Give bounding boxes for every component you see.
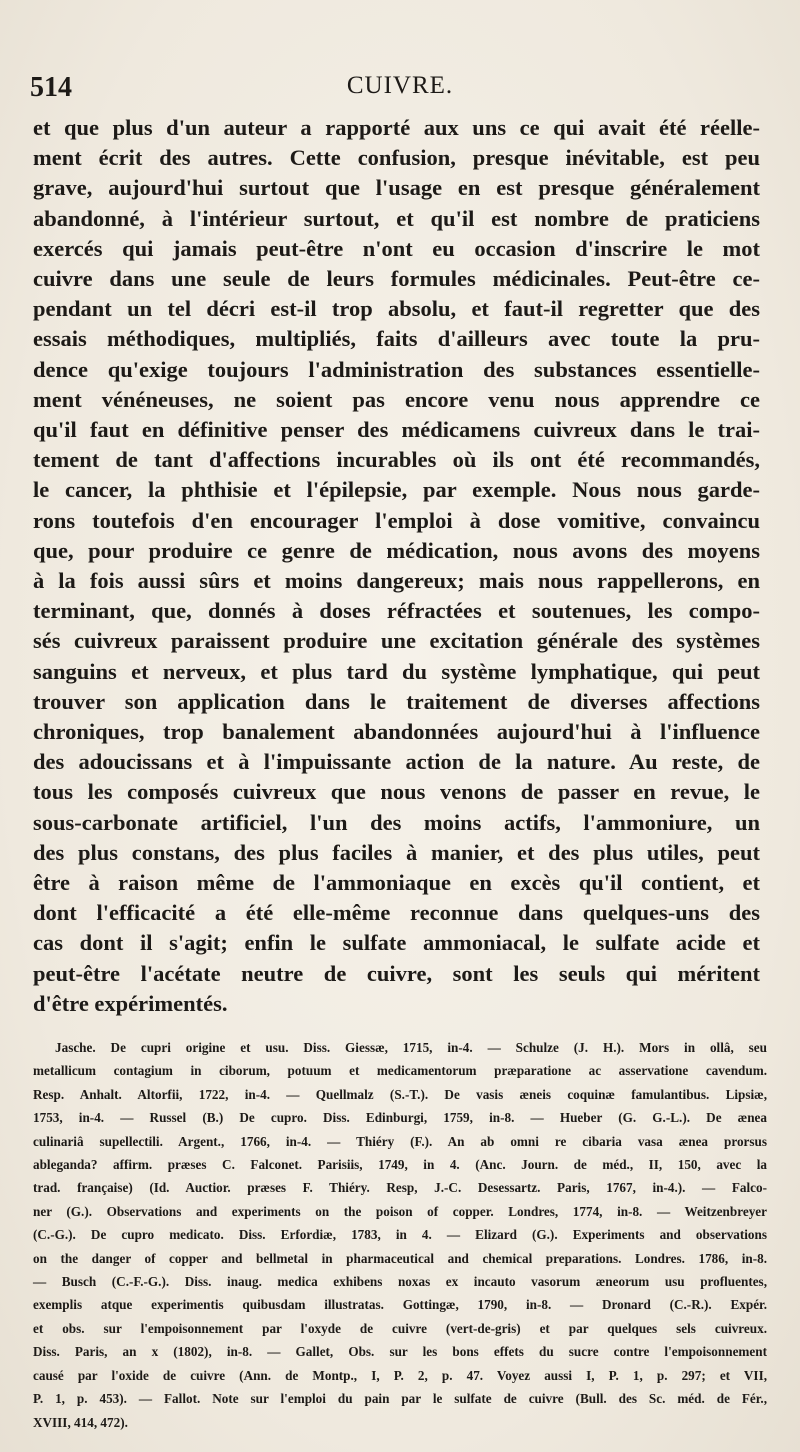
body-line: sous-carbonate artificiel, l'un des moins actifs, l'ammoniure, un — [33, 809, 760, 835]
page-number: 514 — [30, 72, 72, 103]
body-line: ment écrit des autres. Cette confusion, presque inévitable, est peu — [33, 145, 760, 171]
body-line: chroniques, trop banalement abandonnées aujourd'hui à l'influence — [33, 719, 760, 745]
note-line: — Busch (C.-F.-G.). Diss. inaug. medica exhibens noxas ex incauto vasorum æneorum usu profluentes, — [33, 1274, 767, 1290]
note-line: ableganda? affirm. præses C. Falconet. Parisiis, 1749, in 4. (Anc. Journ. de méd., II, 150, avec la — [33, 1157, 767, 1173]
bibliography-notes — [33, 1036, 767, 1434]
note-line: causé par l'oxide de cuivre (Ann. de Montp., I, P. 2, p. 47. Voyez aussi I, P. 1, p. 297; et VII, — [33, 1367, 767, 1383]
body-line: le cancer, la phthisie et l'épilepsie, par exemple. Nous nous garde- — [33, 477, 760, 503]
body-line: qu'il faut en définitive penser des médicamens cuivreux dans le trai- — [33, 417, 760, 443]
note-line: metallicum contagium in ciborum, potuum et medicamentorum præparatione ac asservatione cavendum. — [33, 1063, 767, 1079]
body-line: dont l'efficacité a été elle-même reconnue dans quelques-uns des — [33, 900, 760, 926]
note-line: culinariâ supellectili. Argent., 1766, in-4. — Thiéry (F.). An ab omni re cibaria vasa ænea prorsus — [33, 1133, 767, 1149]
body-line: tement de tant d'affections incurables où ils ont été recommandés, — [33, 447, 760, 473]
body-line: essais méthodiques, multipliés, faits d'ailleurs avec toute la pru- — [33, 326, 760, 352]
body-line: être à raison même de l'ammoniaque en excès qu'il contient, et — [33, 870, 760, 896]
body-line: sés cuivreux paraissent produire une excitation générale des systèmes — [33, 628, 760, 654]
body-line: cuivre dans une seule de leurs formules médicinales. Peut-être ce- — [33, 266, 760, 292]
body-line: peut-être l'acétate neutre de cuivre, sont les seuls qui méritent — [33, 960, 760, 986]
note-line: et obs. sur l'empoisonnement par l'oxyde de cuivre (vert-de-gris) et par quelques sels cuivreux. — [33, 1320, 767, 1336]
body-line: dence qu'exige toujours l'administration des substances essentielle- — [33, 356, 760, 382]
note-line: Resp. Anhalt. Altorfii, 1722, in-4. — Quellmalz (S.-T.). De vasis æneis coquinæ famulantibus. Lipsiæ, — [33, 1086, 767, 1102]
body-line: des adoucissans et à l'impuissante action de la nature. Au reste, de — [33, 749, 760, 775]
running-head: CUIVRE. — [346, 72, 454, 99]
body-line: tous les composés cuivreux que nous venons de passer en revue, le — [33, 779, 760, 805]
body-line: d'être expérimentés. — [33, 990, 228, 1016]
page-header — [30, 72, 770, 112]
body-line: pendant un tel décri est-il trop absolu, et faut-il regretter que des — [33, 296, 760, 322]
body-line: grave, aujourd'hui surtout que l'usage en est presque généralement — [33, 175, 760, 201]
body-line: et que plus d'un auteur a rapporté aux uns ce qui avait été réelle- — [33, 115, 760, 140]
body-line: sanguins et nerveux, et plus tard du système lymphatique, qui peut — [33, 658, 760, 684]
body-line: des plus constans, des plus faciles à manier, et des plus utiles, peut — [33, 839, 760, 865]
note-line: Diss. Paris, an x (1802), in-8. — Gallet, Obs. sur les bons effets du sucre contre l'empoisonnement — [33, 1344, 767, 1360]
body-line: trouver son application dans le traitement de diverses affections — [33, 688, 760, 714]
main-text — [33, 113, 760, 1019]
body-line: à la fois aussi sûrs et moins dangereux; mais nous rappellerons, en — [33, 568, 760, 594]
body-line: cas dont il s'agit; enfin le sulfate ammoniacal, le sulfate acide et — [33, 930, 760, 956]
note-line: ner (G.). Observations and experiments on the poison of copper. Londres, 1774, in-8. — Weitzenbreyer — [33, 1203, 767, 1219]
note-line: exemplis atque experimentis quibusdam illustratas. Gottingæ, 1790, in-8. — Dronard (C.-R.). Expér. — [33, 1297, 767, 1313]
body-line: exercés qui jamais peut-être n'ont eu occasion d'inscrire le mot — [33, 235, 760, 261]
body-line: que, pour produire ce genre de médication, nous avons des moyens — [33, 537, 760, 563]
body-line: abandonné, à l'intérieur surtout, et qu'il est nombre de praticiens — [33, 205, 760, 231]
note-line: on the danger of copper and bellmetal in pharmaceutical and chemical preparations. Londres. 1786, in-8. — [33, 1250, 767, 1266]
note-line: XVIII, 414, 472). — [33, 1414, 128, 1430]
body-line: terminant, que, donnés à doses réfractées et soutenues, les compo- — [33, 598, 760, 624]
note-line: Jasche. De cupri origine et usu. Diss. Giessæ, 1715, in-4. — Schulze (J. H.). Mors in ollâ, seu — [55, 1040, 767, 1055]
note-line: 1753, in-4. — Russel (B.) De cupro. Diss. Edinburgi, 1759, in-8. — Hueber (G. G.-L.). De ænea — [33, 1110, 767, 1126]
note-line: trad. française) (Id. Auctior. præses F. Thiéry. Resp, J.-C. Desessartz. Paris, 1767, in-4.). — Falco- — [33, 1180, 767, 1196]
body-line: ment vénéneuses, ne soient pas encore venu nous apprendre ce — [33, 386, 760, 412]
note-line: (C.-G.). De cupro medicato. Diss. Erfordiæ, 1783, in 4. — Elizard (G.). Experiments and observations — [33, 1227, 767, 1243]
body-line: rons toutefois d'en encourager l'emploi à dose vomitive, convaincu — [33, 507, 760, 533]
note-line: P. 1, p. 453). — Fallot. Note sur l'emploi du pain par le sulfate de cuivre (Bull. des Sc. méd. de Fér., — [33, 1391, 767, 1407]
